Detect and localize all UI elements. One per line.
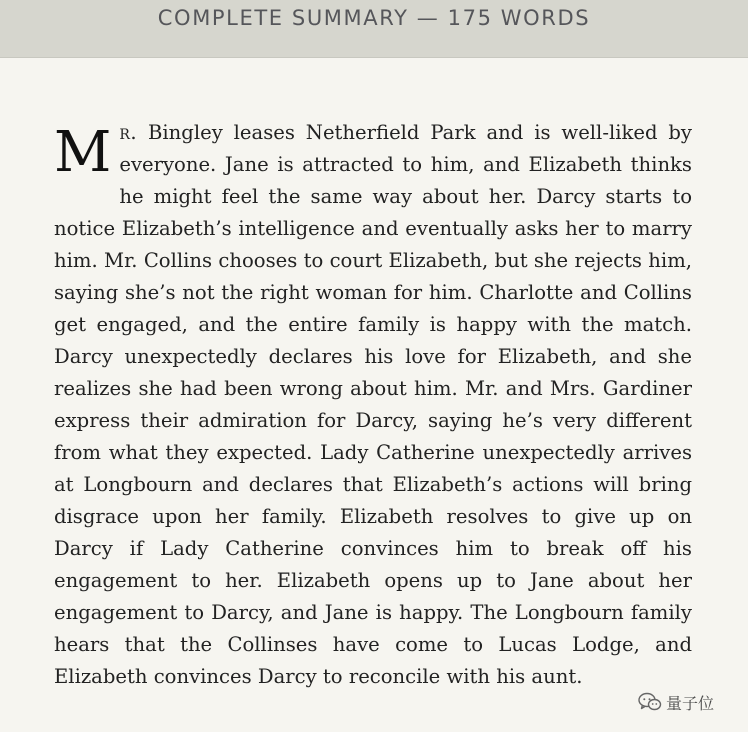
summary-text: [54, 117, 692, 693]
watermark-text: 量子位: [666, 693, 715, 713]
summary-lead: r.: [119, 121, 138, 144]
watermark: [638, 688, 714, 716]
wechat-icon: [638, 692, 662, 712]
drop-cap: M: [54, 120, 112, 185]
page-title: COMPLETE SUMMARY — 175 WORDS: [157, 6, 591, 30]
header-bar: [0, 0, 748, 58]
summary-body: Bingley leases Netherfield Park and is well-liked by everyone. Jane is attracted to him, and Elizabeth thinks he might feel the same way about her. Darcy starts to notice Elizabeth’s intelligence and eventually asks her to marry him. Mr. Collins chooses to court Elizabeth, but she rejects him, saying she’s not the right woman for him. Charlotte and Collins get engaged, and the entire family is happy with the match. Darcy unexpectedly declares his love for Elizabeth, and she realizes she had been wrong about him. Mr. and Mrs. Gardiner express their admiration for Darcy, saying he’s very different from what they expected. Lady Catherine unexpectedly arrives at Longbourn and declares that Elizabeth’s actions will bring disgrace upon her family. Elizabeth resolves to give up on Darcy if Lady Catherine convinces him to break off his engagement to her. Elizabeth opens up to Jane about her engagement to Darcy, and Jane is happy. The Longbourn family hears that the Collinses have come to Lucas Lodge, and Elizabeth convinces Darcy to reconcile with his aunt.: [54, 121, 692, 688]
